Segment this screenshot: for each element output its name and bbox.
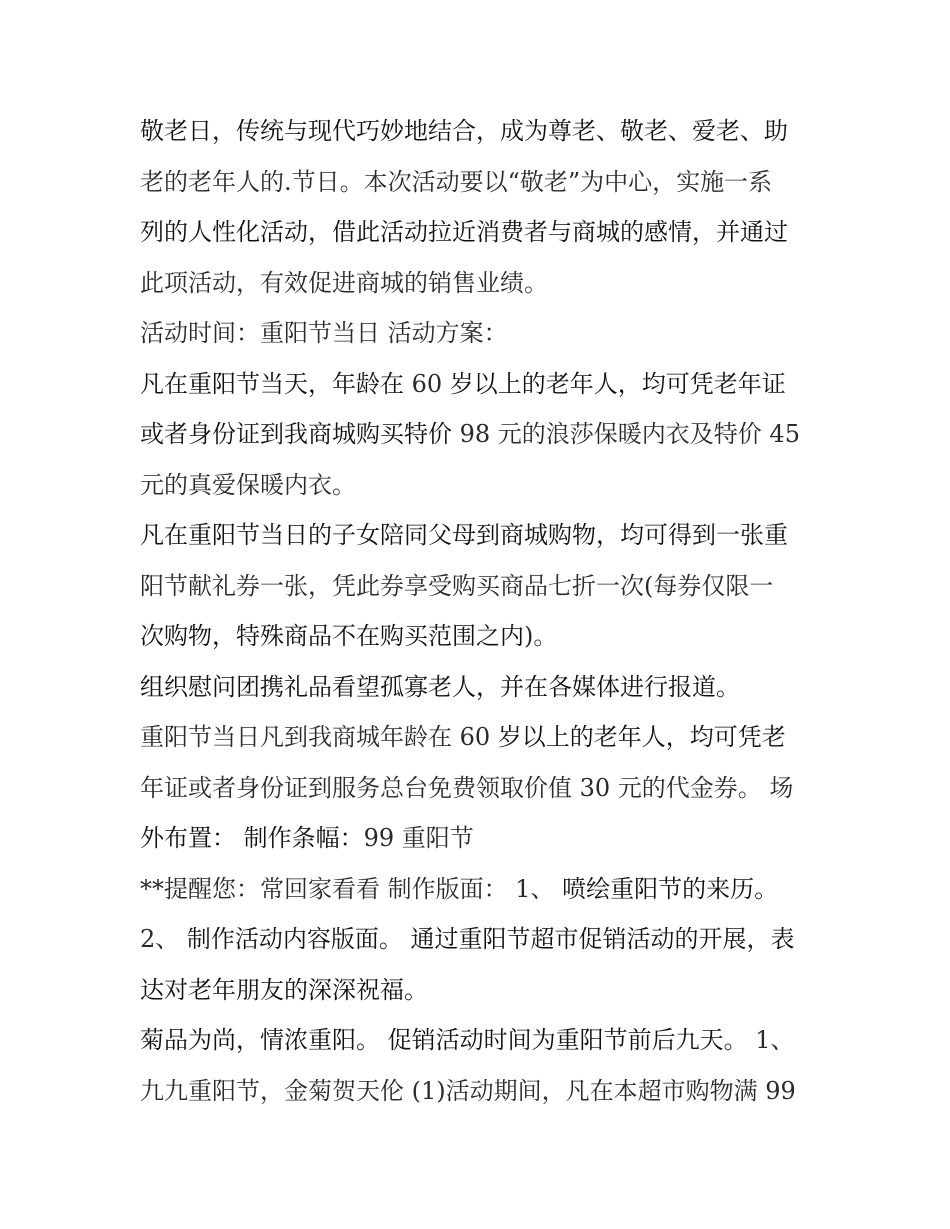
text-segment: 外布置： 制作条幅： (140, 824, 364, 852)
text-segment: 此项活动，有效促进商城的销售业绩。 (140, 268, 548, 297)
text-segment: 达对老年朋友的深深祝福。 (140, 975, 428, 1004)
text-line (140, 864, 815, 915)
text-line (140, 157, 815, 208)
text-segment: 喷绘重阳节的来历。 (562, 874, 779, 903)
text-segment: 敬老日，传统与现代巧妙地结合，成为尊老、敬老、爱老、助 (140, 117, 788, 145)
text-segment: 制作活动内容版面。 通过重阳节超市促销活动的开展，表 (186, 925, 795, 953)
text-line (140, 460, 815, 511)
text-line (140, 207, 815, 258)
text-segment: )。 (524, 622, 558, 650)
text-segment: 98 元的浪莎保暖内衣及特价 45 (452, 420, 800, 448)
text-segment: 组织慰问团携礼品看望孤寡老人，并在各媒体进行报道。 (140, 672, 740, 701)
text-segment: 九九重阳节，金菊贺天伦 (1)活动期间，凡在本超市购物满 99 (140, 1076, 796, 1105)
text-line (140, 662, 815, 713)
text-segment: 岁以上的老年人，均可凭老 (497, 723, 786, 751)
text-segment: **提醒您：常回家看看 制作版面： 1、 (140, 874, 563, 903)
text-line (140, 763, 815, 814)
text-segment: 阳节献礼券一张，凭此券享受购买商品七折一次(每券仅限一 (140, 571, 774, 600)
text-line (140, 1066, 815, 1117)
text-line (140, 611, 815, 662)
text-segment: 60 (404, 369, 450, 398)
text-line (140, 409, 815, 460)
text-line (140, 258, 815, 309)
text-line (140, 914, 815, 965)
text-segment: 年证或者身份证到服务总台免费领取价值 30 元的代金券。 场 (140, 773, 794, 802)
text-segment: 列的人性化活动，借此活动拉近消费者与商城的感情，并通过 (140, 218, 788, 246)
text-line (140, 106, 815, 157)
text-line (140, 510, 815, 561)
text-segment: 凡在重阳节当天，年龄在 (140, 369, 404, 398)
text-segment: 元的真爱保暖内衣。 (140, 470, 356, 499)
text-segment: 菊品为尚，情浓重阳。 促销活动时间为重阳节前后九天。 (140, 1026, 756, 1054)
text-segment: 凡在重阳节当日的子女陪同父母到商城购物，均可得到一张重 (140, 521, 788, 549)
text-line (140, 813, 815, 864)
text-segment: 次购物，特殊商品不在购买范围之内 (140, 622, 524, 650)
text-line (140, 1015, 815, 1066)
text-segment: 2、 (140, 925, 187, 953)
text-segment: 1、 (755, 1026, 795, 1054)
text-line (140, 712, 815, 763)
text-line (140, 965, 815, 1016)
text-line (140, 561, 815, 612)
text-segment: 重阳节当日凡到我商城年龄在 60 (140, 723, 498, 751)
text-segment: 99 重阳节 (363, 824, 474, 852)
text-line (140, 308, 815, 359)
document-body (140, 106, 815, 1116)
text-segment: 岁以上的老年人，均可凭老年证 (449, 369, 786, 398)
text-segment: 或者身份证到我商城购买特价 (140, 420, 452, 448)
text-segment: 活动时间：重阳节当日 活动方案： (140, 319, 508, 347)
text-line (140, 359, 815, 410)
text-segment: 老的老年人的.节日。本次活动要以“敬老”为中心，实施一系 (140, 167, 773, 196)
